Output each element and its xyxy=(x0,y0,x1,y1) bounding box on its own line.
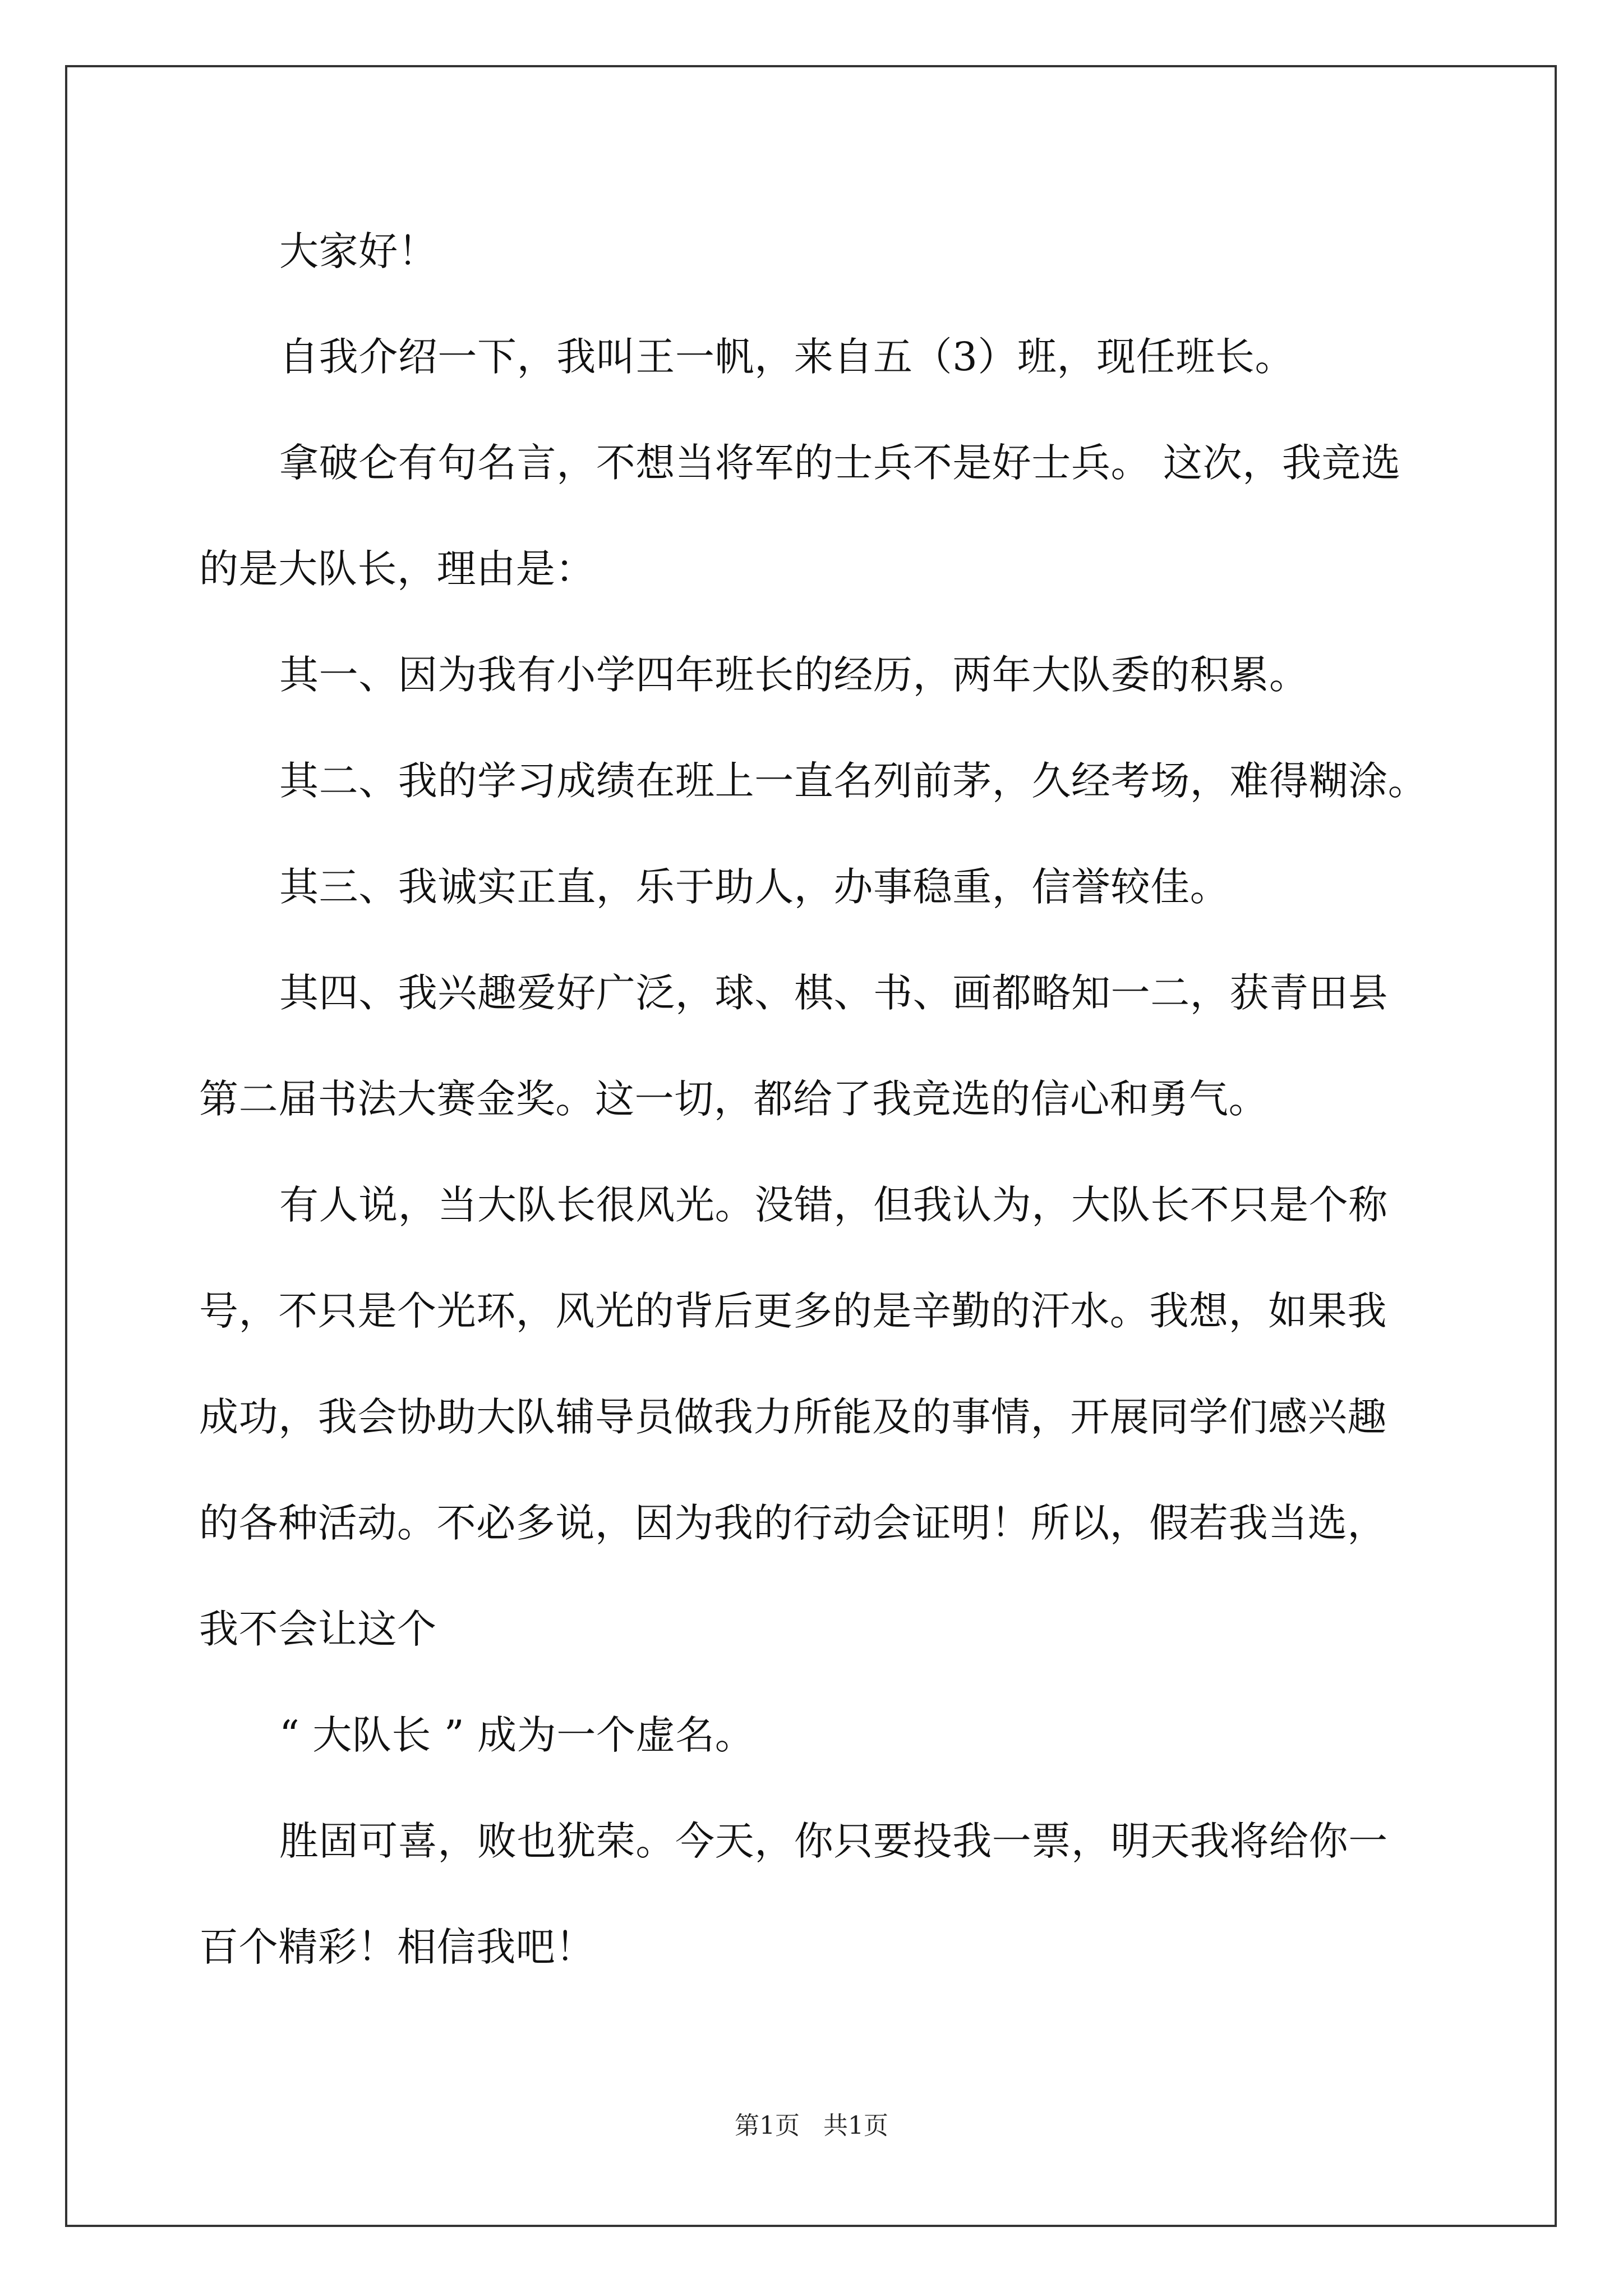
page-footer: 第1页 共1页 xyxy=(735,2111,888,2140)
text-line: “ 大队长 ” 成为一个虚名。 xyxy=(279,1712,755,1758)
text-line: 其三、我诚实正直，乐于助人，办事稳重，信誉较佳。 xyxy=(279,864,1230,910)
text-line: 百个精彩！相信我吧！ xyxy=(199,1924,595,1970)
text-line: 自我介绍一下，我叫王一帆，来自五（3）班，现任班长。 xyxy=(279,334,1295,380)
text-line: 的是大队长，理由是： xyxy=(199,546,595,592)
text-line: 有人说，当大队长很风光。没错，但我认为，大队长不只是个称 xyxy=(279,1182,1388,1228)
text-line: 拿破仑有句名言，不想当将军的士兵不是好士兵。 这次，我竞选 xyxy=(279,440,1401,486)
text-line: 其四、我兴趣爱好广泛，球、棋、书、画都略知一二，获青田县 xyxy=(279,970,1388,1016)
text-line: 其一、因为我有小学四年班长的经历，两年大队委的积累。 xyxy=(279,652,1309,698)
text-line: 我不会让这个 xyxy=(199,1606,437,1652)
text-line: 胜固可喜，败也犹荣。今天，你只要投我一票，明天我将给你一 xyxy=(279,1818,1388,1864)
text-line: 第二届书法大赛金奖。这一切，都给了我竞选的信心和勇气。 xyxy=(199,1076,1269,1122)
page-border xyxy=(65,65,1557,2227)
text-line: 的各种活动。不必多说，因为我的行动会证明！所以，假若我当选， xyxy=(199,1500,1387,1546)
text-line: 大家好！ xyxy=(279,228,438,274)
text-line: 号，不只是个光环，风光的背后更多的是辛勤的汗水。我想，如果我 xyxy=(199,1288,1387,1334)
text-line: 成功，我会协助大队辅导员做我力所能及的事情，开展同学们感兴趣 xyxy=(199,1394,1387,1440)
text-line: 其二、我的学习成绩在班上一直名列前茅，久经考场，难得糊涂。 xyxy=(279,758,1428,804)
